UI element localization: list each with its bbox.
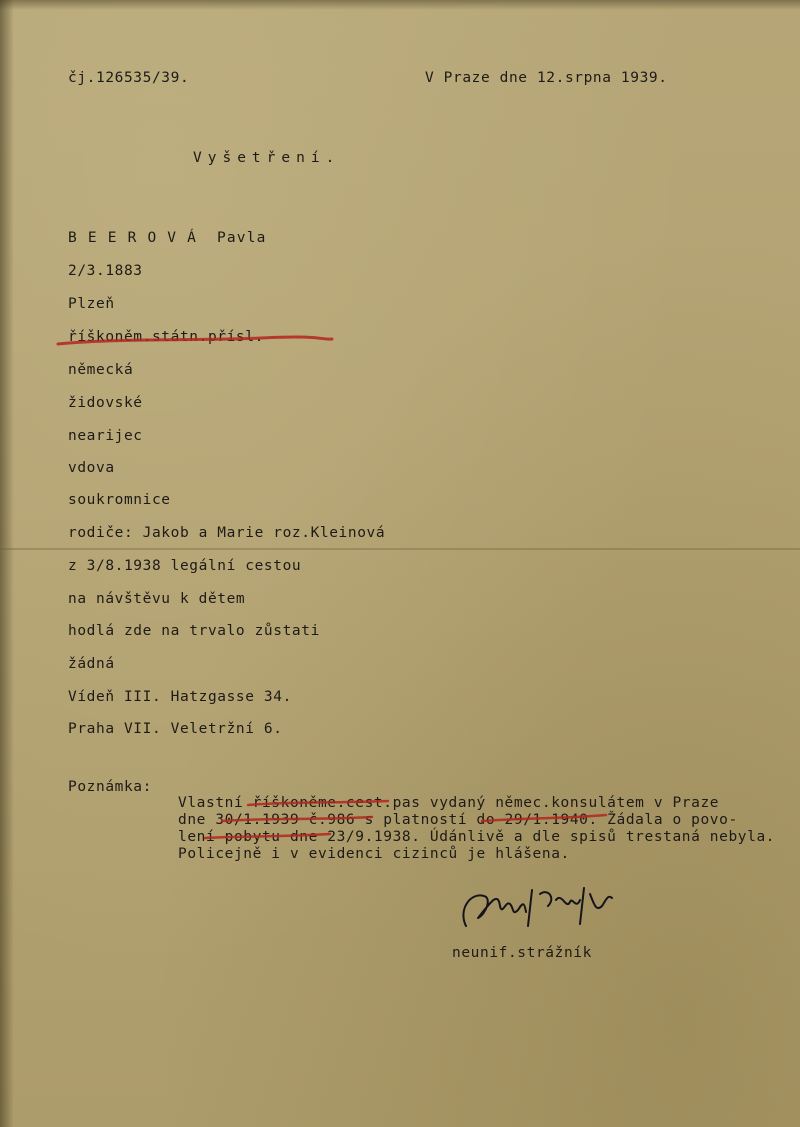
note-line: dne 30/1.1939 č.986 s platností do 29/1.1940. Žádala o povo- xyxy=(178,812,738,828)
field-parents: rodiče: Jakob a Marie roz.Kleinová xyxy=(68,525,386,541)
note-line: Policejně i v evidenci cizinců je hlášena. xyxy=(178,846,570,862)
field-current-address: Praha VII. Veletržní 6. xyxy=(68,721,283,737)
field-property: žádná xyxy=(68,656,115,672)
field-marital-status: vdova xyxy=(68,460,115,476)
underline-residence-date xyxy=(205,834,330,838)
field-intention: hodlá zde na trvalo zůstati xyxy=(68,623,320,639)
field-religion: židovské xyxy=(68,395,143,411)
field-purpose: na návštěvu k dětem xyxy=(68,591,246,607)
signatory-title: neunif.strážník xyxy=(452,945,592,961)
document-title: Vyšetření. xyxy=(193,150,341,166)
note-line: Vlastní říškoněme.cest.pas vydaný němec.konsulátem v Praze xyxy=(178,795,720,811)
field-occupation: soukromnice xyxy=(68,492,171,508)
field-birth-date: 2/3.1883 xyxy=(68,263,143,279)
reference-number: čj.126535/39. xyxy=(68,70,190,86)
underline-passport xyxy=(248,801,388,805)
handwritten-signature xyxy=(452,870,622,940)
field-name: B E E R O V Á Pavla xyxy=(68,230,267,246)
note-label: Poznámka: xyxy=(68,779,152,795)
underline-passport-date xyxy=(222,817,372,821)
underline-validity xyxy=(482,815,606,821)
note-line: lení pobytu dne 23/9.1938. Údánlivě a dle spisů trestaná nebyla. xyxy=(178,829,776,845)
place-and-date: V Praze dne 12.srpna 1939. xyxy=(425,70,668,86)
field-arrival: z 3/8.1938 legální cestou xyxy=(68,558,302,574)
field-nationality: německá xyxy=(68,362,134,378)
field-birth-place: Plzeň xyxy=(68,296,115,312)
field-citizenship: říškoněm.státn.přísl. xyxy=(68,329,264,345)
field-race: nearijec xyxy=(68,428,143,444)
underline-citizenship xyxy=(58,337,332,344)
field-previous-address: Vídeň III. Hatzgasse 34. xyxy=(68,689,292,705)
